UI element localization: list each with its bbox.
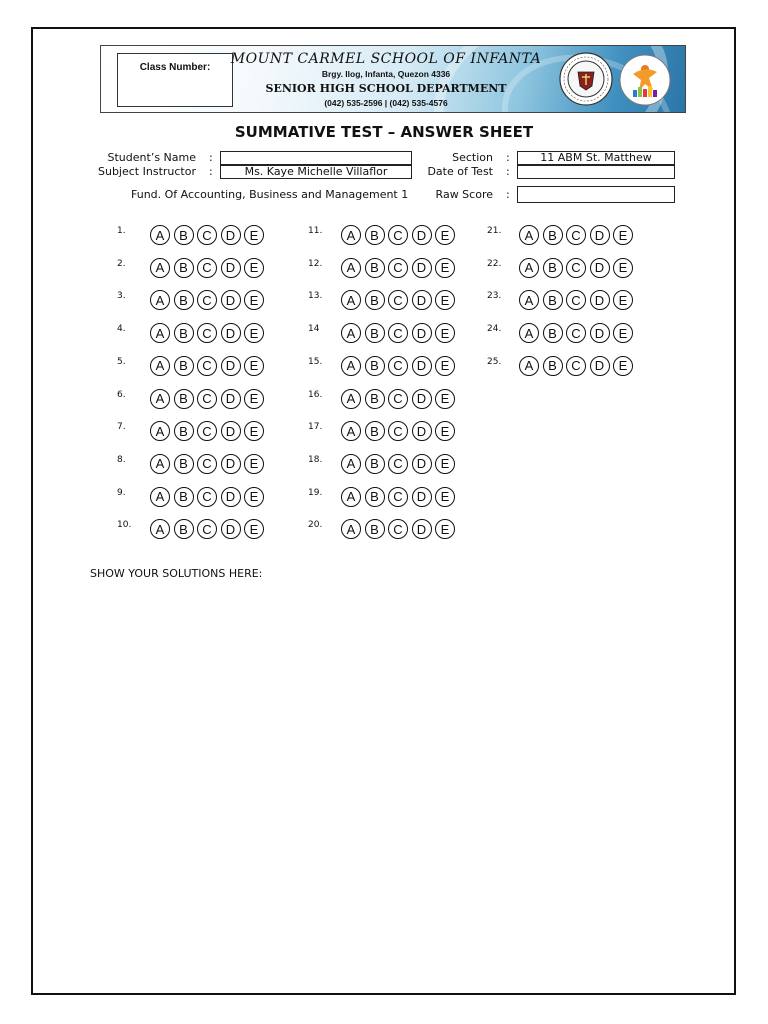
answer-bubble-d[interactable]: D [590,323,610,343]
answer-bubble-d[interactable]: D [221,487,241,507]
instructor-field[interactable]: Ms. Kaye Michelle Villaflor [220,165,412,179]
school-name: MOUNT CARMEL SCHOOL OF INFANTA [230,51,542,67]
question-number: 18. [308,454,323,465]
answer-bubble-e[interactable]: E [244,389,264,409]
answer-bubble-e[interactable]: E [435,258,455,278]
answer-bubble-c[interactable]: C [388,454,408,474]
answer-bubble-b[interactable]: B [543,356,563,376]
answer-bubble-c[interactable]: C [388,258,408,278]
question-number: 17. [308,422,323,433]
answer-row [150,519,264,539]
answer-bubble-b[interactable]: B [365,323,385,343]
answer-bubble-c[interactable]: C [197,258,217,278]
answer-row [150,389,264,409]
section-label: Section [452,151,493,164]
question-number: 1. [117,226,126,236]
answer-bubble-a[interactable]: A [519,225,539,245]
answer-bubble-c[interactable]: C [388,290,408,310]
answer-bubble-a[interactable]: A [341,323,361,343]
answer-bubble-c[interactable]: C [566,290,586,310]
answer-bubble-e[interactable]: E [613,225,633,245]
answer-bubble-d[interactable]: D [412,487,432,507]
answer-bubble-a[interactable]: A [341,519,361,539]
answer-bubble-b[interactable]: B [365,421,385,441]
answer-row [341,389,455,409]
subject-label: Fund. Of Accounting, Business and Management 1 [131,188,409,201]
answer-bubble-b[interactable]: B [365,290,385,310]
page-title: SUMMATIVE TEST – ANSWER SHEET [234,123,534,141]
question-number: 7. [117,422,126,433]
question-number: 3. [117,291,126,302]
answer-bubble-e[interactable]: E [435,225,455,245]
school-address: Brgy. Ilog, Infanta, Quezon 4336 [321,69,451,79]
answer-bubble-a[interactable]: A [341,258,361,278]
question-number: 15. [308,356,323,367]
answer-bubble-a[interactable]: A [150,487,170,507]
answer-bubble-d[interactable]: D [590,225,610,245]
answer-bubble-c[interactable]: C [197,290,217,310]
answer-bubble-b[interactable]: B [365,454,385,474]
shs-logo-icon [619,54,671,106]
answer-bubble-a[interactable]: A [150,519,170,539]
answer-bubble-e[interactable]: E [435,323,455,343]
answer-bubble-c[interactable]: C [197,454,217,474]
answer-row [150,454,264,474]
student-name-field[interactable] [220,151,412,165]
answer-bubble-d[interactable]: D [412,389,432,409]
answer-row [341,290,455,310]
question-number: 23. [487,291,502,302]
answer-bubble-c[interactable]: C [197,519,217,539]
answer-bubble-a[interactable]: A [150,356,170,376]
answer-bubble-b[interactable]: B [365,487,385,507]
question-number: 8. [117,454,126,465]
answer-bubble-a[interactable]: A [519,356,539,376]
answer-row [341,519,455,539]
answer-bubble-a[interactable]: A [150,225,170,245]
answer-bubble-a[interactable]: A [341,389,361,409]
answer-bubble-e[interactable]: E [435,356,455,376]
answer-bubble-a[interactable]: A [150,258,170,278]
answer-bubble-b[interactable]: B [543,225,563,245]
raw-score-label: Raw Score [435,188,493,201]
solutions-label: SHOW YOUR SOLUTIONS HERE: [90,567,263,580]
question-number: 9. [117,487,126,498]
answer-bubble-a[interactable]: A [341,487,361,507]
class-number-box[interactable] [117,53,233,107]
answer-bubble-d[interactable]: D [221,290,241,310]
answer-bubble-e[interactable]: E [613,258,633,278]
answer-bubble-d[interactable]: D [221,356,241,376]
answer-bubble-a[interactable]: A [341,454,361,474]
question-number: 19. [308,487,323,498]
answer-bubble-b[interactable]: B [543,290,563,310]
answer-row [519,258,633,278]
answer-bubble-c[interactable]: C [388,487,408,507]
answer-bubble-b[interactable]: B [365,356,385,376]
answer-bubble-e[interactable]: E [435,519,455,539]
answer-row [341,421,455,441]
class-number-label: Class Number: [139,62,211,73]
answer-bubble-b[interactable]: B [174,487,194,507]
answer-bubble-d[interactable]: D [412,258,432,278]
answer-bubble-a[interactable]: A [341,356,361,376]
answer-bubble-e[interactable]: E [244,519,264,539]
answer-bubble-a[interactable]: A [341,290,361,310]
answer-bubble-d[interactable]: D [590,258,610,278]
question-number: 22. [487,258,502,269]
answer-bubble-b[interactable]: B [365,389,385,409]
answer-bubble-a[interactable]: A [341,421,361,441]
answer-bubble-b[interactable]: B [174,454,194,474]
answer-bubble-c[interactable]: C [566,258,586,278]
answer-row [341,356,455,376]
answer-bubble-e[interactable]: E [613,290,633,310]
answer-row [150,356,264,376]
answer-bubble-a[interactable]: A [341,225,361,245]
answer-row [341,225,455,245]
answer-bubble-b[interactable]: B [174,356,194,376]
question-number: 2. [117,258,126,269]
answer-bubble-b[interactable]: B [174,519,194,539]
answer-bubble-c[interactable]: C [197,487,217,507]
answer-bubble-d[interactable]: D [412,225,432,245]
answer-bubble-d[interactable]: D [412,323,432,343]
answer-bubble-e[interactable]: E [244,454,264,474]
answer-bubble-d[interactable]: D [412,290,432,310]
answer-bubble-e[interactable]: E [435,454,455,474]
answer-bubble-d[interactable]: D [221,323,241,343]
answer-row [150,290,264,310]
answer-bubble-b[interactable]: B [365,519,385,539]
answer-row [341,323,455,343]
school-seal-icon [559,52,613,106]
answer-bubble-c[interactable]: C [566,323,586,343]
answer-bubble-b[interactable]: B [543,323,563,343]
answer-bubble-d[interactable]: D [221,454,241,474]
answer-bubble-a[interactable]: A [519,290,539,310]
answer-bubble-d[interactable]: D [221,389,241,409]
answer-bubble-b[interactable]: B [365,225,385,245]
answer-row [519,356,633,376]
colon: : [209,151,213,164]
answer-bubble-a[interactable]: A [519,323,539,343]
answer-row [150,487,264,507]
section-field[interactable]: 11 ABM St. Matthew [517,151,675,165]
answer-bubble-e[interactable]: E [435,487,455,507]
answer-bubble-c[interactable]: C [388,421,408,441]
answer-bubble-c[interactable]: C [197,356,217,376]
answer-bubble-b[interactable]: B [174,225,194,245]
answer-row [341,258,455,278]
answer-bubble-c[interactable]: C [566,356,586,376]
school-header-banner [100,45,686,113]
answer-row [341,454,455,474]
answer-bubble-b[interactable]: B [543,258,563,278]
answer-bubble-d[interactable]: D [412,519,432,539]
question-number: 6. [117,389,126,400]
answer-bubble-e[interactable]: E [244,356,264,376]
date-field[interactable] [517,165,675,179]
instructor-label: Subject Instructor [98,165,196,178]
answer-bubble-b[interactable]: B [365,258,385,278]
answer-row [519,225,633,245]
answer-bubble-d[interactable]: D [221,258,241,278]
answer-bubble-e[interactable]: E [244,258,264,278]
question-number: 12. [308,258,323,269]
answer-bubble-b[interactable]: B [174,290,194,310]
answer-bubble-e[interactable]: E [244,487,264,507]
answer-bubble-c[interactable]: C [388,323,408,343]
answer-row [150,421,264,441]
answer-bubble-a[interactable]: A [150,454,170,474]
question-number: 10. [117,520,132,531]
answer-bubble-e[interactable]: E [244,290,264,310]
colon: : [209,165,213,178]
answer-bubble-a[interactable]: A [150,389,170,409]
answer-bubble-c[interactable]: C [197,225,217,245]
answer-bubble-e[interactable]: E [244,323,264,343]
question-number: 16. [308,389,323,400]
question-number: 11. [308,226,323,236]
answer-bubble-b[interactable]: B [174,258,194,278]
answer-bubble-c[interactable]: C [197,389,217,409]
answer-bubble-d[interactable]: D [412,421,432,441]
school-department: SENIOR HIGH SCHOOL DEPARTMENT [265,82,507,95]
answer-bubble-c[interactable]: C [197,323,217,343]
question-number: 5. [117,356,126,367]
colon: : [506,165,510,178]
answer-bubble-e[interactable]: E [613,356,633,376]
answer-bubble-c[interactable]: C [566,225,586,245]
answer-bubble-e[interactable]: E [435,389,455,409]
answer-bubble-d[interactable]: D [221,225,241,245]
answer-row [341,487,455,507]
answer-bubble-b[interactable]: B [174,389,194,409]
answer-bubble-e[interactable]: E [435,290,455,310]
colon: : [506,151,510,164]
raw-score-field[interactable] [517,186,675,203]
answer-bubble-d[interactable]: D [412,356,432,376]
question-number: 25. [487,356,502,367]
question-number: 14 [308,324,320,335]
answer-bubble-e[interactable]: E [613,323,633,343]
answer-bubble-d[interactable]: D [221,421,241,441]
answer-row [519,323,633,343]
student-name-label: Student’s Name [107,151,196,164]
question-number: 21. [487,226,502,236]
question-number: 13. [308,291,323,302]
question-number: 20. [308,520,323,531]
answer-bubble-d[interactable]: D [590,290,610,310]
answer-bubble-e[interactable]: E [244,421,264,441]
answer-row [150,323,264,343]
answer-bubble-c[interactable]: C [388,356,408,376]
question-number: 24. [487,324,502,335]
school-phones: (042) 535-2596 | (042) 535-4576 [324,98,448,108]
answer-bubble-a[interactable]: A [150,290,170,310]
answer-bubble-e[interactable]: E [435,421,455,441]
answer-bubble-a[interactable]: A [519,258,539,278]
answer-bubble-c[interactable]: C [388,519,408,539]
answer-bubble-c[interactable]: C [197,421,217,441]
answer-bubble-c[interactable]: C [388,225,408,245]
answer-bubble-c[interactable]: C [388,389,408,409]
answer-bubble-d[interactable]: D [412,454,432,474]
answer-bubble-a[interactable]: A [150,421,170,441]
answer-row [150,225,264,245]
colon: : [506,188,510,201]
answer-bubble-e[interactable]: E [244,225,264,245]
question-number: 4. [117,324,126,335]
date-label: Date of Test [427,165,493,178]
answer-bubble-b[interactable]: B [174,323,194,343]
answer-row [150,258,264,278]
answer-bubble-b[interactable]: B [174,421,194,441]
answer-bubble-d[interactable]: D [221,519,241,539]
answer-bubble-a[interactable]: A [150,323,170,343]
answer-row [519,290,633,310]
answer-bubble-d[interactable]: D [590,356,610,376]
